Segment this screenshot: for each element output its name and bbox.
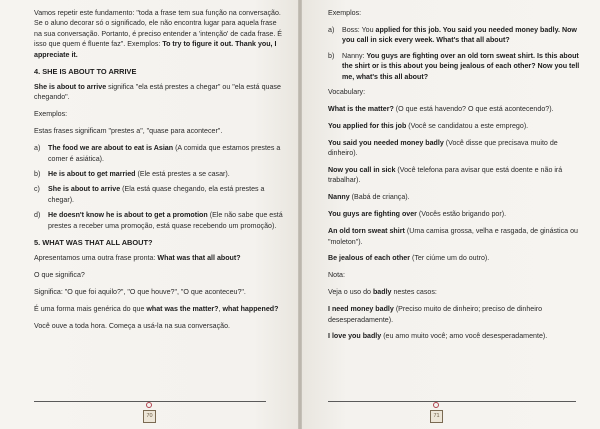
section-5-usage: Você ouve a toda hora. Começa a usá-la na sua conversação. xyxy=(34,321,230,330)
footer-rule xyxy=(328,401,576,402)
vocab-entry: Be jealous of each other (Ter ciúme um do outro). xyxy=(328,254,490,263)
binding-ring-icon xyxy=(146,402,152,408)
vocab-entry: You said you needed money badly (Você disse que precisava muito de dinheiro). xyxy=(328,138,558,158)
section-5-intro: Apresentamos uma outra frase pronta: What was that all about? xyxy=(34,254,241,262)
right-page xyxy=(302,0,600,429)
section-4-explanation: Estas frases significam "prestes a", "quase para acontecer". xyxy=(34,127,223,136)
vocab-entry: What is the matter? (O que está havendo? O que está acontecendo?). xyxy=(328,104,554,113)
note-intro: Veja o uso do badly nestes casos: xyxy=(328,288,437,297)
dialog-item: b) Nanny: You guys are fighting over an old torn sweat shirt. Is this about the shirt or is this about you being jealous of each other? Now you tell me, what's this all about? xyxy=(328,51,580,81)
examples-label: Exemplos: xyxy=(34,110,68,119)
left-page xyxy=(0,0,298,429)
section-5-comparison: É uma forma mais genérica do que what was the matter?, what happened? xyxy=(34,304,279,313)
binding-ring-icon xyxy=(433,402,439,408)
vocabulary-label: Vocabulary: xyxy=(328,87,366,96)
note-entry: I need money badly (Preciso muito de dinheiro; preciso de dinheiro desesperadamente). xyxy=(328,305,543,324)
example-item: c) She is about to arrive (Ela está quase chegando, ela está prestes a chegar). xyxy=(34,185,265,204)
section-5-question: O que significa? xyxy=(34,270,85,279)
example-item: d) He doesn't know he is about to get a promotion (Ele não sabe que está prestes a receber uma promoção, está quase recebendo um promoção). xyxy=(34,211,283,230)
section-4-heading: 4. SHE IS ABOUT TO ARRIVE xyxy=(34,67,137,77)
example-item: b) He is about to get married (Ele está prestes a se casar). xyxy=(34,169,230,178)
section-5-meaning: Significa: "O que foi aquilo?", "O que houve?", "O que aconteceu?". xyxy=(34,287,246,296)
page-number: 70 xyxy=(143,410,156,423)
section-4-definition: She is about to arrive significa "ela está prestes a chegar" ou "ela está quase chegando". xyxy=(34,83,281,102)
intro-paragraph: Vamos repetir este fundamento: "toda a frase tem sua função na conversação. Se o aluno decorar só o significado, ele não encontra lugar para aquela frase na sua conversação. Portanto, é preciso entender a 'intenção' de cada frase. É isso que quem é fluente faz". Exemplos: To try to figure it out. Thank you, I appreciate it. xyxy=(34,9,282,59)
example-item: a) The food we are about to eat is Asian (A comida que estamos prestes a comer é asiática). xyxy=(34,144,281,163)
vocab-entry: You guys are fighting over (Vocês estão brigando por). xyxy=(328,210,507,219)
vocab-entry: Now you call in sick (Você telefona para avisar que está doente e não irá trabalhar). xyxy=(328,165,563,185)
note-entry: I love you badly (eu amo muito você; amo você desesperadamente). xyxy=(328,332,548,341)
section-5-heading: 5. WHAT WAS THAT ALL ABOUT? xyxy=(34,238,153,247)
note-label: Nota: xyxy=(328,271,345,280)
vocab-entry: Nanny (Babá de criança). xyxy=(328,193,410,202)
dialog-item: a) Boss: You applied for this job. You said you needed money badly. Now you call in sick every week. What's that all about? xyxy=(328,25,577,45)
page-number: 71 xyxy=(430,410,443,423)
examples-label: Exemplos: xyxy=(328,9,362,17)
vocab-entry: An old torn sweat shirt (Uma camisa grossa, velha e rasgada, de ginástica ou "moleton"). xyxy=(328,227,578,246)
vocab-entry: You applied for this job (Você se candidatou a este emprego). xyxy=(328,121,529,130)
